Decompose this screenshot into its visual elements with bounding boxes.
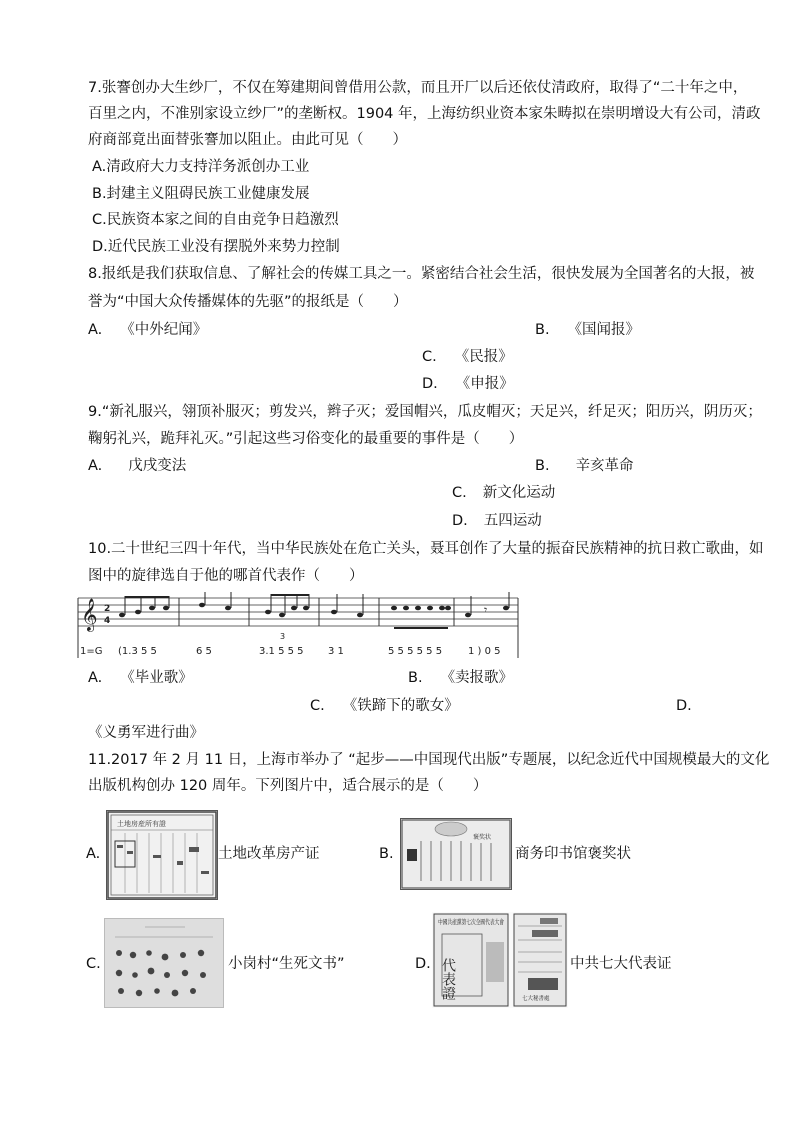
q7-option-b: B.封建主义阻碍民族工业健康发展 (92, 186, 310, 202)
q8-option-d-text: 《申报》 (455, 376, 514, 392)
q8-option-a (88, 320, 207, 340)
q8-option-c-letter: C. (422, 349, 437, 365)
q10-option-a-text: 《毕业歌》 (120, 670, 193, 686)
jianpu-group-4: 3 1 (328, 646, 344, 657)
q7-option-d: D.近代民族工业没有摆脱外来势力控制 (92, 239, 340, 255)
q11-option-b-caption: 商务印书馆褒奖状 (515, 846, 631, 862)
jianpu-group-5: 5 5 5 5 5 5 (388, 646, 443, 657)
q10-option-b-text: 《卖报歌》 (440, 670, 514, 686)
q11-stem-line1: 11.2017 年 2 月 11 日，上海市举办了 “起步——中国现代出版”专题展，以纪念近代中国规模最大的文化 (88, 752, 770, 768)
note-stems (125, 592, 509, 615)
q7-stem-line3: 府商部竟出面替张謇加以阻止。由此可见（ ） (88, 132, 407, 148)
q10-option-a-letter: A. (88, 670, 103, 686)
q9-option-a-letter: A. (88, 458, 103, 474)
jianpu-group-2: 6 5 (196, 646, 212, 657)
time-signature-bottom: 4 (104, 616, 111, 626)
delegate-card-title: 代表證 (440, 958, 456, 1000)
award-certificate-image (400, 818, 512, 890)
staff-lines (78, 598, 518, 626)
q9-option-a-text: 戊戌变法 (128, 458, 187, 474)
q9-option-d-text: 五四运动 (483, 513, 542, 529)
land-deed-heading: 土地房産所有證 (117, 820, 166, 828)
q10-option-d-letter: D. (676, 698, 692, 714)
q10-option-c (310, 696, 459, 716)
jianpu-numbers (118, 632, 501, 657)
q11-option-a-caption: 土地改革房产证 (218, 846, 320, 862)
q11-option-b-letter: B. (379, 846, 394, 862)
land-deed-image (106, 810, 218, 900)
jianpu-group-1: (1.3 5 5 (118, 646, 157, 657)
q8-option-a-letter: A. (88, 322, 103, 338)
delegate-card-party: 中國共產黨第七次全國代表大會 (438, 918, 529, 926)
q7-option-c: C.民族资本家之间的自由竞争日趋激烈 (92, 212, 339, 228)
q8-option-b-text: 《国闻报》 (567, 322, 641, 338)
award-certificate-heading: 褒奖状 (473, 834, 492, 841)
q11-option-c-letter: C. (86, 956, 101, 972)
q9-option-c (452, 483, 555, 503)
rest-mark: 𝄾 (484, 603, 488, 617)
q9-option-c-letter: C. (452, 485, 467, 501)
q11-option-c-caption: 小岗村“生死文书” (228, 956, 345, 972)
delegate-card-image (432, 912, 568, 1008)
q8-option-c (422, 347, 513, 367)
q7-option-a: A.清政府大力支持洋务派创办工业 (92, 159, 310, 175)
jianpu-group-6: 1 ) 0 5 (468, 646, 501, 657)
q9-stem-line1: 9.“新礼服兴，翎顶补服灭；剪发兴，辫子灭；爱国帽兴，瓜皮帽灭；天足兴，纤足灭；阳历兴，阴历灭； (88, 404, 762, 420)
q7-stem-line2: 百里之内，不准别家设立纱厂”的垄断权。1904 年，上海纺织业资本家朱畴拟在崇明增设大有公司，清政 (88, 106, 761, 122)
q10-stem-line1: 10.二十世纪三四十年代，当中华民族处在危亡关头，聂耳创作了大量的振奋民族精神的抗日救亡歌曲，如 (88, 541, 764, 557)
q8-stem-line1: 8.报纸是我们获取信息、了解社会的传媒工具之一。紧密结合社会生活，很快发展为全国著名的大报，被 (88, 266, 755, 282)
q8-stem-line2: 誉为“中国大众传播媒体的先驱”的报纸是（ ） (88, 294, 408, 310)
score-key: 1=G (80, 646, 103, 657)
q9-option-b-text: 辛亥革命 (575, 458, 634, 474)
q9-option-b (535, 456, 634, 476)
q8-option-b (535, 320, 640, 340)
q10-option-c-text: 《铁蹄下的歌女》 (342, 698, 459, 714)
life-death-contract-image (104, 918, 224, 1008)
q10-option-c-letter: C. (310, 698, 325, 714)
treble-clef-icon: 𝄞 (81, 598, 98, 631)
q11-stem-line2: 出版机构创办 120 周年。下列图片中，适合展示的是（ ） (88, 778, 488, 794)
q8-option-d (422, 374, 514, 394)
q9-option-c-text: 新文化运动 (482, 485, 556, 501)
q8-option-b-letter: B. (535, 322, 550, 338)
q8-option-a-text: 《中外纪闻》 (120, 322, 208, 338)
q9-option-b-letter: B. (535, 458, 550, 474)
q10-option-b-letter: B. (408, 670, 423, 686)
triplet-mark: 3 (280, 632, 286, 641)
q8-option-c-text: 《民报》 (454, 349, 513, 365)
q11-option-a-letter: A. (86, 846, 101, 862)
music-score-image (76, 592, 520, 660)
q9-option-d-letter: D. (452, 513, 468, 529)
q11-option-d-letter: D. (415, 956, 431, 972)
q9-option-a (88, 456, 186, 476)
note-beams (125, 595, 448, 628)
q11-option-d-caption: 中共七大代表证 (570, 956, 672, 972)
q10-stem-line2: 图中的旋律选自于他的哪首代表作（ ） (88, 568, 364, 584)
q10-option-a (88, 668, 193, 688)
q9-option-d (452, 511, 542, 531)
time-signature-top: 2 (104, 604, 111, 614)
q10-option-d-text: 《义勇军进行曲》 (88, 725, 204, 741)
q9-stem-line2: 鞠躬礼兴，跪拜礼灭。”引起这些习俗变化的最重要的事件是（ ） (88, 431, 524, 447)
delegate-card-secretariat: 七大秘書處 (522, 996, 550, 1002)
q8-option-d-letter: D. (422, 376, 438, 392)
q7-stem-line1: 7.张謇创办大生纱厂，不仅在筹建期间曾借用公款，而且开厂以后还依仗清政府，取得了“二十年之中， (88, 80, 748, 96)
q10-option-b (408, 668, 513, 688)
jianpu-group-3: 3.1 5 5 5 (259, 646, 304, 657)
